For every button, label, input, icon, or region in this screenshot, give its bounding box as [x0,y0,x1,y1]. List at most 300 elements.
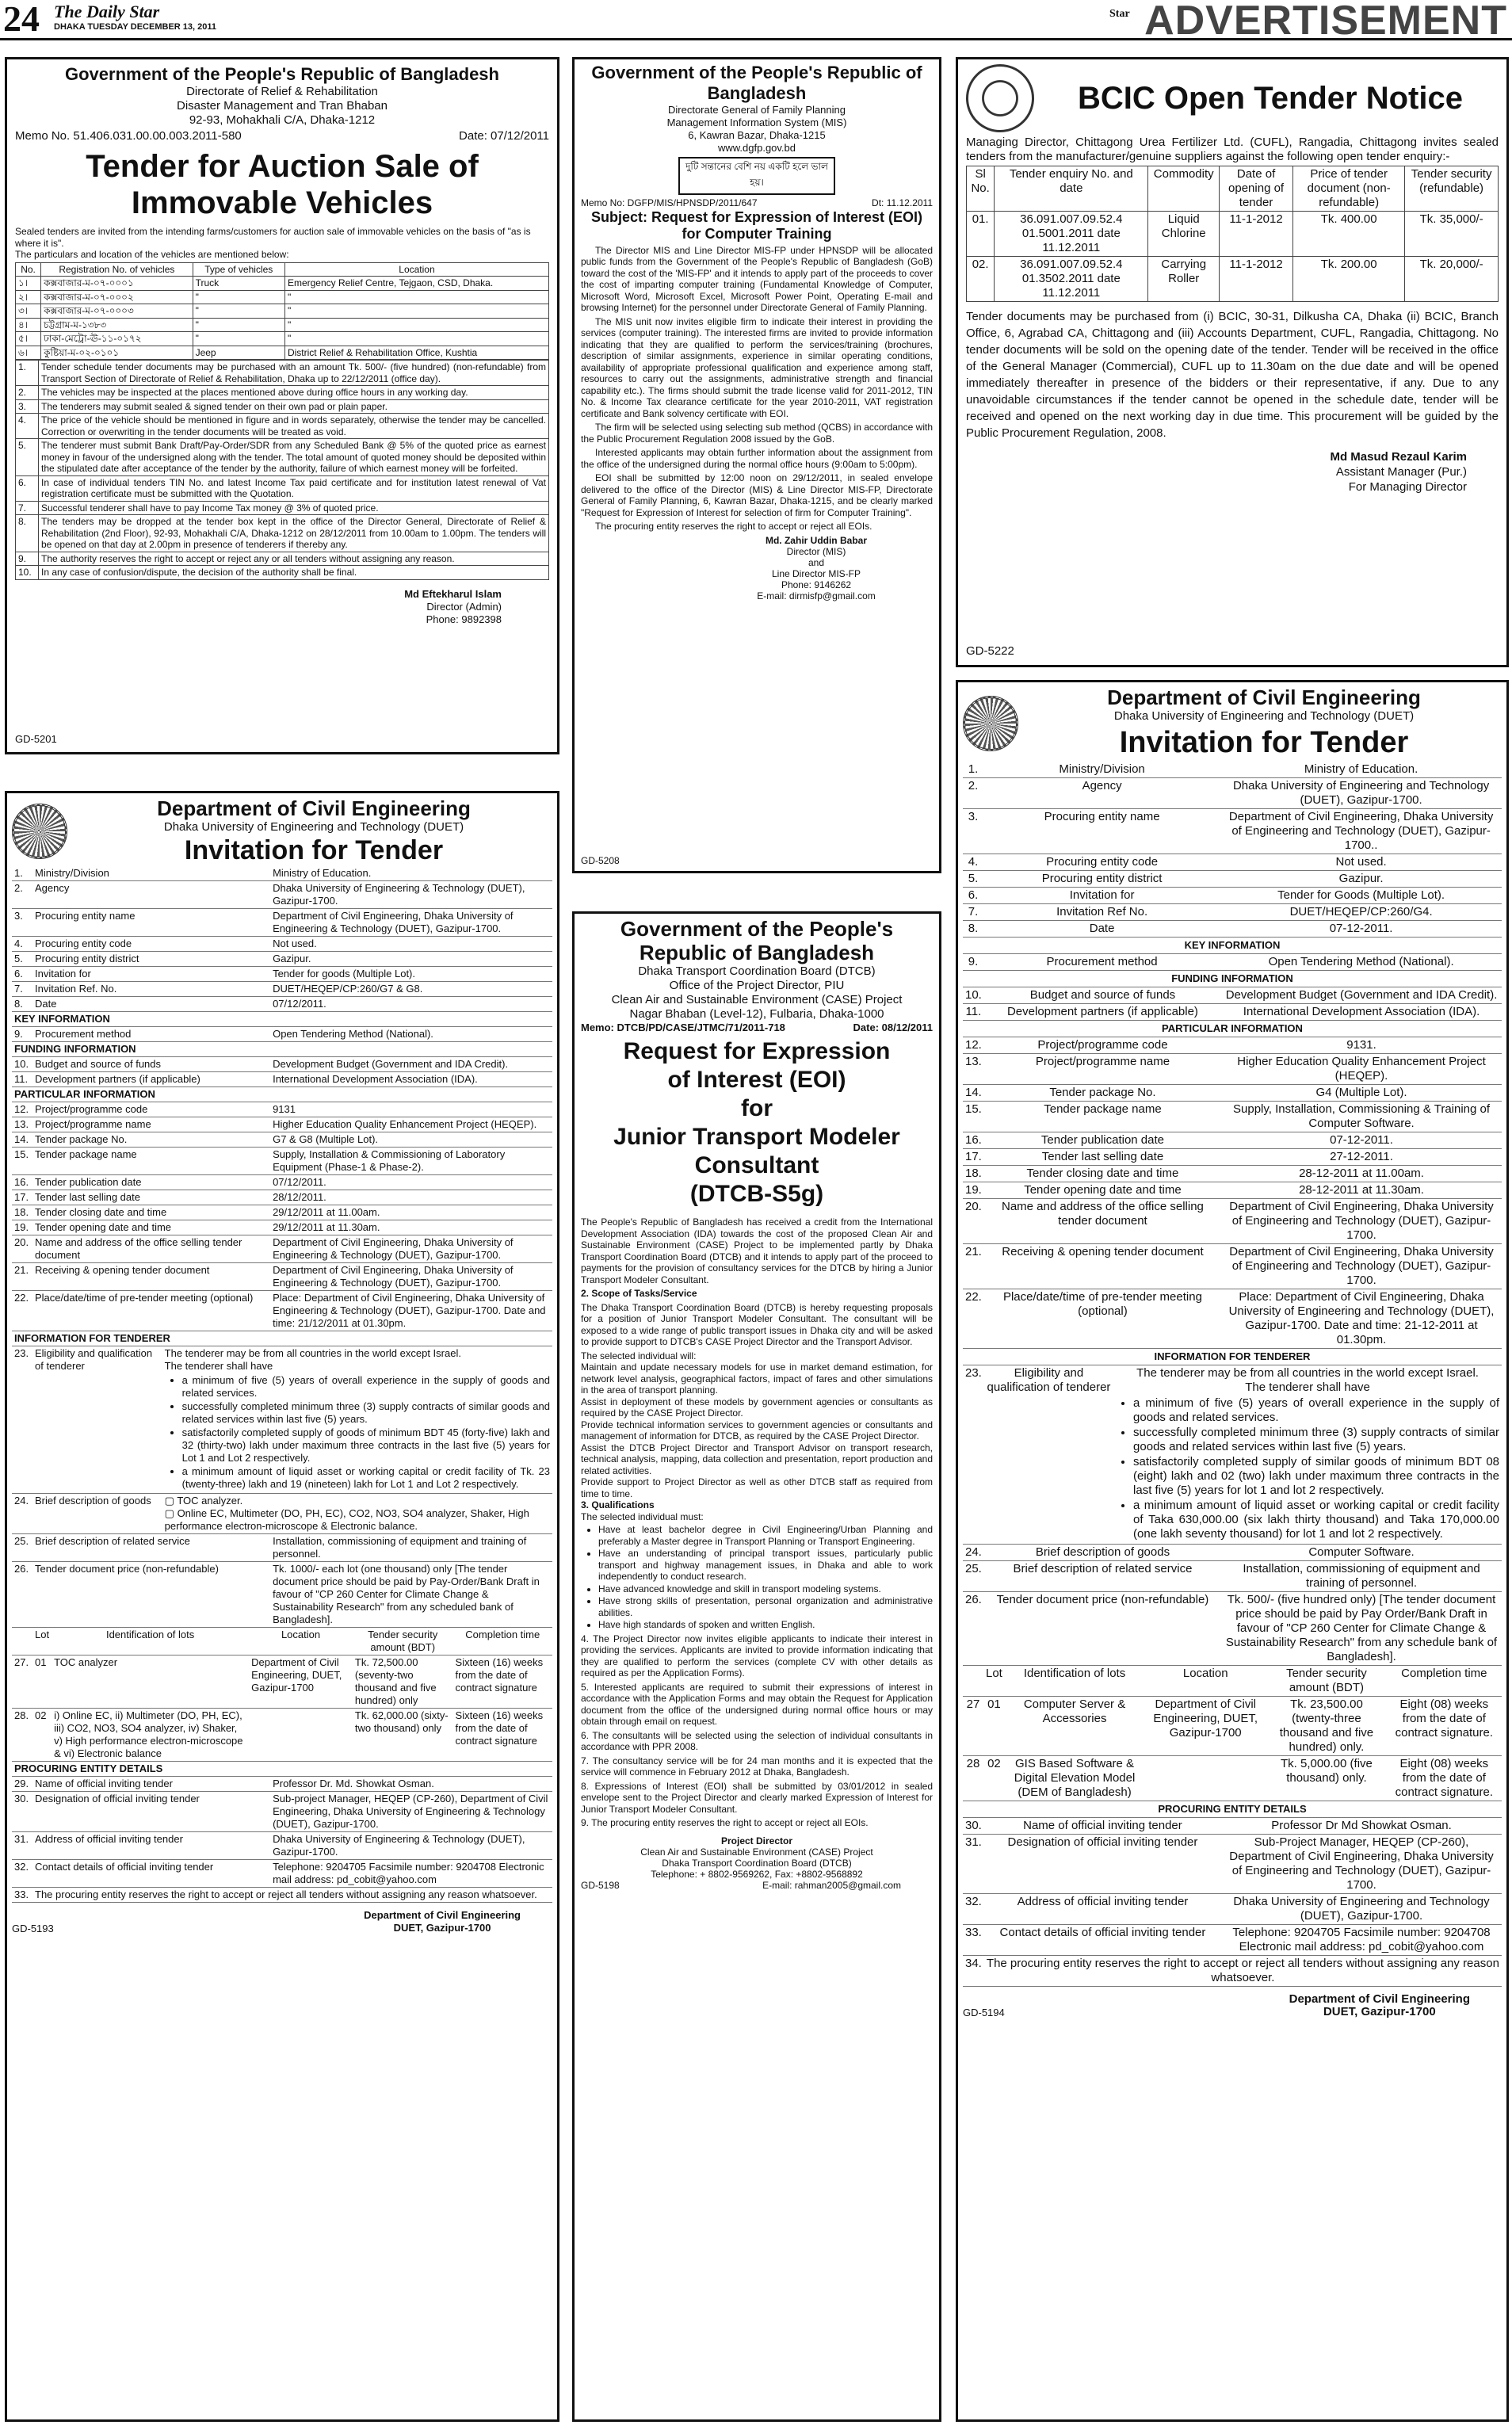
row-no: 20. [963,1199,984,1244]
row-no: 13. [12,1117,32,1132]
term-text: The vehicles may be inspected at the places mentioned above during office hours in any working day. [39,386,549,400]
row-no: 30. [963,1818,984,1835]
column-header: Sl No. [967,166,995,212]
row-value: Installation, commissioning of equipment and training of personnel. [270,1534,552,1562]
row-no: 26. [12,1562,32,1628]
row-label: Budget and source of funds [32,1057,270,1072]
row-label: Tender last selling date [984,1149,1221,1166]
list-item: • satisfactorily completed supply of goods of minimum BDT 45 (forty-five) lakh and 32 (thirty-two) lakh under maximum three contracts in the last five (5) years for Lot 1 and Lot 2 respectively. [182,1426,550,1465]
final-note [963,1956,1502,1987]
row-value: 29/12/2011 at 11.00am. [270,1205,552,1220]
page-number: 24 [3,0,40,39]
column-header: Identification of lots [1005,1666,1144,1697]
row-value: Telephone: 9204705 Facsimile number: 9204708 Electronic mail address: pd_cobit@yahoo.com [270,1860,552,1888]
row-label: Name and address of the office selling tender document [32,1235,270,1263]
row-value: Ministry of Education. [1220,762,1502,778]
info-row [12,866,552,881]
ad-relief-auction [5,57,559,754]
column-header: Registration No. of vehicles [41,262,193,277]
address-line: 92-93, Mohakhali C/A, Dhaka-1212 [189,113,376,127]
list-item: • Have strong skills of presentation, personal organization and administrative abilities. [598,1595,933,1618]
list-item: • Have at least bachelor degree in Civil Engineering/Urban Planning and preferably a Master degree in Transport Planning or Transport Engineering. [598,1524,933,1547]
row-value: DUET/HEQEP/CP:260/G4. [1220,904,1502,921]
task-item: Assist in deployment of these models by government agencies or consultants as required by the CASE Project Director. [581,1396,933,1419]
row-no: 3. [963,809,983,854]
row-no: 33. [12,1888,32,1903]
term-no: 7. [16,501,39,515]
info-row [963,1289,1502,1349]
term-row [16,386,549,400]
row-value: Higher Education Quality Enhancement Project (HEQEP). [1221,1054,1502,1085]
memo-date: Date: 08/12/2011 [853,1022,933,1033]
row-value: The procuring entity reserves the right to accept or reject all tenders without assigning any reason whatsoever. [984,1956,1502,1987]
paragraph: 7. The consultancy service will be for 24 man months and it is expected that the service will commence in February 2012 at Dhaka, Bangladesh. [581,1755,933,1778]
row-no: 31. [12,1832,32,1860]
table-row [16,332,549,346]
row-label: Name and address of the office selling tender document [984,1199,1221,1244]
eligibility-sub: The tenderer shall have [1245,1381,1370,1394]
row-value: G4 (Multiple Lot). [1221,1085,1502,1102]
paragraph: Interested applicants may obtain further information about the assignment from the office of the undersigned during the normal office hours (9:00am to 5:00pm). [581,447,933,470]
info-row [12,1072,552,1087]
row-no: 2. [963,778,983,809]
row-no: 33. [963,1925,984,1956]
column-header: Identification of lots [52,1628,249,1655]
ad-intro: Sealed tenders are invited from the intending farms/customers for auction sale of immovable vehicles on the basis of "as is where it is". [15,226,531,249]
paragraph: The Dhaka Transport Coordination Board (DTCB) is hereby requesting proposals for a position of Junior Transport Modeler Consultant. The consultant will be exposed to a wide range of public transport issues in Dhaka city and will be asked to provide support to DTCB's CASE Project Director and the Transport Advisor. [581,1301,933,1347]
info-row [963,1199,1502,1244]
slogan-box: দুটি সন্তানের বেশি নয় একটি হলে ভাল হয়। [678,157,835,195]
row-no: 29. [12,1777,32,1792]
info-row [963,1925,1502,1956]
table-cell: Tk. 400.00 [1293,212,1405,257]
ad-title [581,1037,933,1209]
paragraph: 4. The Project Director now invites eligible applicants to indicate their interest in providing the services. Applicants are invited to provide information indicating that they are qualified to perform the services (complete CV with other details as required as per the Application Forms). [581,1633,933,1678]
row-label: Tender package No. [32,1132,270,1148]
table-cell: ৪। [16,318,41,332]
table-cell: ঢাকা-মেট্রো-ঊ-১১-০১৭২ [41,332,193,346]
row-value: International Development Association (IDA). [270,1072,552,1087]
task-item: Provide technical information services to government agencies or consultants and management of information for DTCB, as required by the CASE Project Director. [581,1419,933,1442]
row-label: Tender opening date and time [32,1220,270,1235]
row-label: Procuring entity code [983,854,1220,871]
row-label: Tender publication date [984,1132,1221,1149]
ad-dgfp-eoi [572,57,941,873]
signature-line: Project Director [720,1835,793,1846]
info-row [12,1220,552,1235]
signatory-name: Md Eftekharul Islam [404,587,502,600]
term-row [16,475,549,501]
ad-address [581,104,933,155]
signature-line: Md Masud Rezaul Karim [1330,450,1467,464]
row-no: 5. [12,952,32,967]
info-row [12,1263,552,1291]
table-cell: " [284,332,548,346]
list-item: • successfully completed minimum three (3) supply contracts of similar goods and related services within last five (5) years. [1133,1426,1499,1454]
term-text: The tenders may be dropped at the tender box kept in the office of the Director General, Directorate of Relief & Rehabilitation (2nd Floor), 92-93, Mohakhali C/A, Dhaka-1212 on 28/12/2011 from 10.00am to 1.00pm. The tenders will be opened on that day at 2.00pm in presence of tenderers if thereby any. [39,515,549,552]
row-no: 6. [12,967,32,982]
info-table [963,1818,1502,1956]
row-no: 31. [963,1835,984,1894]
row-no: 8. [963,921,983,938]
row-no: 12. [963,1037,984,1054]
row-no: 15. [963,1102,984,1132]
row-value: Place: Department of Civil Engineering, Dhaka University of Engineering & Technology (DUET), Gazipur-1700. Date and time: 21/12/2011 at 01.30pm. [270,1291,552,1331]
row-no: 12. [12,1102,32,1117]
ad-body [581,245,933,533]
row-no: 26. [963,1592,984,1666]
info-row [12,1175,552,1190]
table-cell: Truck [193,277,284,291]
info-row [12,997,552,1012]
table-cell: ৫। [16,332,41,346]
term-no: 4. [16,414,39,439]
address-line: Office of the Project Director, PIU [669,979,845,992]
row-label: Address of official inviting tender [984,1894,1221,1925]
lot-cell: 02 [983,1756,1005,1801]
row-value: 07/12/2011. [270,997,552,1012]
row-value: 28/12/2011. [270,1190,552,1205]
signatory-dept: Department of Civil Engineering [1289,1992,1470,2006]
row-value: Gazipur. [1220,871,1502,888]
list-item: • Have advanced knowledge and skill in transport modeling systems. [598,1583,933,1595]
table-cell: " [193,290,284,304]
task-item: Provide support to Project Director as well as other DTCB staff as required from time to time. [581,1476,933,1499]
row-no: 22. [963,1289,984,1349]
ad-code: GD-5201 [15,733,57,745]
row-label: Brief description of related service [984,1561,1221,1592]
row-no: 32. [963,1894,984,1925]
info-row [963,762,1502,778]
row-no: 19. [963,1182,984,1199]
task-item: Maintain and update necessary models for use in market demand estimation, for network level analysis, geographical factors, impact of fares and other simulations in the area of transport planning. [581,1361,933,1396]
row-label: Receiving & opening tender document [984,1244,1221,1289]
title-line: for [741,1095,773,1121]
final-note [12,1888,552,1903]
row-value: 28-12-2011 at 11.00am. [1221,1166,1502,1182]
row-no: 19. [12,1220,32,1235]
row-label: Tender closing date and time [984,1166,1221,1182]
lot-cell: 27 [963,1697,983,1756]
row-label: Date [983,921,1220,938]
row-no: 25. [963,1561,984,1592]
row-value: Not used. [270,937,552,952]
signature-line: Md. Zahir Uddin Babar [765,534,867,546]
row-value: Development Budget (Government and IDA Credit). [270,1057,552,1072]
term-row [16,501,549,515]
row-value: Open Tendering Method (National). [1220,954,1502,971]
info-row [963,1365,1502,1545]
info-table [12,1057,552,1087]
row-label: Budget and source of funds [984,987,1221,1004]
row-no: 21. [12,1263,32,1291]
column-header [12,1628,32,1655]
ad-code: GD-5208 [581,854,620,866]
lot-row [12,1655,552,1709]
row-no: 24. [12,1494,32,1534]
info-table [963,987,1502,1021]
lot-cell: Department of Civil Engineering, DUET, Gazipur-1700 [1144,1697,1266,1756]
info-row [963,778,1502,809]
term-row [16,361,549,386]
row-value [162,1494,552,1534]
row-label: Receiving & opening tender document [32,1263,270,1291]
ad-code: GD-5194 [963,2007,1005,2018]
info-row [963,1149,1502,1166]
paragraph: The Director MIS and Line Director MIS-FP under HPNSDP will be allocated public funds from the Government of the People's Republic of Bangladesh (GoB) toward the cost of the 'MIS-FP' and it intends to apply part of the proceeds to cover the cost of imparting computer training (Fundamental Knowledge of Computer, Microsoft Word, Microsoft Excel, Microsoft Power Point, Operating E-mail and browsing Internet) for the personnel under Directorate General of Family Planning. [581,244,933,313]
row-no: 4. [963,854,983,871]
signature-line: Telephone: + 8802-9569262, Fax: +8802-9568892 [651,1868,863,1880]
memo-no: Memo: DTCB/PD/CASE/JTMC/71/2011-718 [581,1022,785,1033]
term-no: 3. [16,399,39,414]
term-text: In any case of confusion/dispute, the decision of the authority shall be final. [39,566,549,580]
section-heading: PROCURING ENTITY DETAILS [963,1801,1502,1818]
term-row [16,566,549,580]
column-header: Tender security amount (BDT) [353,1628,453,1655]
row-no: 9. [12,1027,32,1042]
signature [1289,1993,1470,2018]
info-row [12,1346,552,1494]
contact-email: E-mail: rahman2005@gmail.com [762,1879,901,1891]
row-label: Contact details of official inviting tender [984,1925,1221,1956]
info-table [12,866,552,1012]
row-value: Dhaka University of Engineering and Technology (DUET), Gazipur-1700. [1221,1894,1502,1925]
lot-cell [1144,1756,1266,1801]
row-value: Professor Dr Md Showkat Osman. [1221,1818,1502,1835]
row-no: 17. [12,1190,32,1205]
info-row [12,1291,552,1331]
table-cell: Emergency Relief Centre, Tejgaon, CSD, Dhaka. [284,277,548,291]
info-row [963,1037,1502,1054]
title-line: Consultant [694,1152,819,1178]
row-value: Open Tendering Method (National). [270,1027,552,1042]
table-cell: 11-1-2012 [1220,212,1293,257]
row-no: 6. [963,888,983,904]
lot-cell: Sixteen (16) weeks from the date of contract signature [453,1655,552,1709]
column-header: Completion time [1387,1666,1502,1697]
row-value [1113,1365,1502,1545]
masthead: The Daily Star [54,2,160,21]
ad-bcic-tender [956,57,1509,667]
section-heading: 3. Qualifications [581,1499,655,1510]
signature [581,1835,933,1880]
row-value: Supply, Installation & Commissioning of Laboratory Equipment (Phase-1 & Phase-2). [270,1148,552,1175]
signature-line: Phone: 9146262 [781,579,852,590]
ad-code: GD-5198 [581,1879,620,1891]
info-row [963,954,1502,971]
ad-duet-tender-g4 [956,680,1509,2422]
univ-name: Dhaka University of Engineering and Technology (DUET) [1113,709,1415,723]
row-label: Tender last selling date [32,1190,270,1205]
signatory-addr: DUET, Gazipur-1700 [1323,2005,1436,2018]
lot-cell: 28 [963,1756,983,1801]
table-cell: কুষ্টিয়া-ম-০২-০১০১ [41,346,193,360]
lot-row [963,1756,1502,1801]
row-no: 22. [12,1291,32,1331]
row-no: 16. [963,1132,984,1149]
ad-address [15,85,549,128]
info-row [12,1792,552,1832]
term-text: The tenderers may submit sealed & signed tender on their own pad or plain paper. [39,399,549,414]
row-value: 29/12/2011 at 11.30am. [270,1220,552,1235]
row-value: Tk. 500/- (five hundred only) [The tender document price should be paid by Pay Order/Bank Draft in favour of "CP 260 Center for Climate Change & Sustainability Research" from any schedule bank of Bangladesh]. [1221,1592,1502,1666]
section-heading: FUNDING INFORMATION [12,1042,552,1057]
paragraph: 9. The procuring entity reserves the right to accept or reject all EOIs. [581,1817,869,1828]
row-no: 8. [12,997,32,1012]
row-label: Procuring entity code [32,937,270,952]
ad-duet-tender-g7g8 [5,791,559,2422]
signature-line: For Managing Director [1348,480,1467,494]
table-cell: " [193,318,284,332]
list-item: • Have high standards of spoken and written English. [598,1619,933,1631]
row-label: Project/programme name [984,1054,1221,1085]
lot-cell: 02 [32,1709,52,1762]
signature-line: Line Director MIS-FP [771,567,861,579]
term-text: Successful tenderer shall have to pay Income Tax money @ 3% of quoted price. [39,501,549,515]
title-line: Request for Expression [623,1038,891,1064]
info-row [963,809,1502,854]
row-no: 30. [12,1792,32,1832]
terms-table [15,360,549,580]
page-header [0,0,1512,44]
signature-line: Dhaka Transport Coordination Board (DTCB) [662,1857,852,1869]
memo-date: Dt: 11.12.2011 [872,197,933,208]
row-value: 9131. [1221,1037,1502,1054]
table-cell: কক্সবাজার-ম-০৭-০০০১ [41,277,193,291]
info-table [12,1534,552,1628]
row-label: Name of official inviting tender [984,1818,1221,1835]
ad-address [581,964,933,1022]
lot-cell: Tk. 23,500.00 (twenty-three thousand and five hundred) only. [1266,1697,1386,1756]
table-row [16,346,549,360]
lots-header [12,1628,552,1655]
row-no: 18. [963,1166,984,1182]
term-text: In case of individual tenders TIN No. and latest Income Tax paid certificate and for institution latest renewal of Vat registration certificate must be submitted with the Quotation. [39,475,549,501]
paragraph: 5. Interested applicants are required to submit their expressions of interest in accordance with the Application Forms and may obtain the Request for Application document from the office of the undersigned during normal office hours or may obtain through email on request. [581,1681,933,1727]
row-value: Sub-Project Manager, HEQEP (CP-260), Department of Civil Engineering, Dhaka University of Engineering and Technology (DUET), Gazipur-1700. [1221,1835,1502,1894]
info-row [12,1832,552,1860]
row-label: Procuring entity name [983,809,1220,854]
term-no: 2. [16,386,39,400]
section-heading: INFORMATION FOR TENDERER [12,1331,552,1346]
table-cell: 02. [967,257,995,302]
row-value: Gazipur. [270,952,552,967]
address-line: Clean Air and Sustainable Environment (CASE) Project [611,993,903,1006]
row-value: DUET/HEQEP/CP:260/G7 & G8. [270,982,552,997]
bcic-logo-icon [966,64,1034,132]
info-row [12,1132,552,1148]
info-row [12,937,552,952]
table-cell: " [284,290,548,304]
row-label: Tender document price (non-refundable) [32,1562,270,1628]
signature-line: Clean Air and Sustainable Environment (CASE) Project [640,1846,873,1858]
row-value: 27-12-2011. [1221,1149,1502,1166]
row-value: 9131 [270,1102,552,1117]
row-label: Tender package name [32,1148,270,1175]
row-label: Designation of official inviting tender [32,1792,270,1832]
ad-org: Government of the People's Republic of Bangladesh [65,64,499,84]
goods-item: ▢ Online EC, Multimeter (DO, PH, EC), CO2, NO3, SO4 analyzer, Shaker, High performance electron-microscope & Electronic balance. [164,1507,529,1532]
address-line: Disaster Management and Tran Bhaban [177,99,388,113]
row-value: Supply, Installation, Commissioning & Training of Computer Software. [1221,1102,1502,1132]
row-label: Procurement method [32,1027,270,1042]
info-table [963,1545,1502,1666]
row-value: Telephone: 9204705 Facsimile number: 9204708 Electronic mail address: pd_cobit@yahoo.com [1221,1925,1502,1956]
address-line: Nagar Bhaban (Level-12), Fulbaria, Dhaka-1000 [629,1007,884,1021]
table-cell: Liquid Chlorine [1148,212,1220,257]
row-label: Tender package No. [984,1085,1221,1102]
row-value: Department of Civil Engineering, Dhaka University of Engineering & Technology (DUET), Gazipur-1700. [270,909,552,937]
row-label: Tender package name [984,1102,1221,1132]
term-text: The tenderer must submit Bank Draft/Pay-Order/SDR from any Scheduled Bank @ 5% of the quoted price as earnest money in favour of the undersigned along with the tender. The total amount of quoted money should be deposited within the stipulated date after acceptance of the tender by the authority, failure of which earnest money will be forfeited. [39,439,549,476]
column-header: Date of opening of tender [1220,166,1293,212]
info-table [12,1027,552,1042]
column-header: Lot [983,1666,1005,1697]
lots-header [963,1666,1502,1697]
tender-body [12,866,552,1903]
term-no: 10. [16,566,39,580]
memo-date: Date: 07/12/2011 [459,129,549,143]
row-value: Sub-project Manager, HEQEP (CP-260), Department of Civil Engineering, Dhaka University of Engineering & Technology (DUET), Gazipur-1700. [270,1792,552,1832]
table-cell: কক্সবাজার-ম-০৭-০০০২ [41,290,193,304]
term-row [16,414,549,439]
info-row [963,1182,1502,1199]
row-no: 1. [12,866,32,881]
star-logo: Star [1109,8,1130,20]
row-value: Tender for goods (Multiple Lot). [270,967,552,982]
table-cell: ২। [16,290,41,304]
row-label: Eligibility and qualification of tenderer [32,1346,162,1494]
row-label: Invitation Ref No. [983,904,1220,921]
row-label: Tender publication date [32,1175,270,1190]
list-item: • Have an understanding of principal transport issues, particularly public transport and highway management issues, in Dhaka and able to work independently to conduct research. [598,1548,933,1583]
row-value: 07-12-2011. [1221,1132,1502,1149]
lots-table [12,1628,552,1762]
row-value: Ministry of Education. [270,866,552,881]
table-cell: 11-1-2012 [1220,257,1293,302]
paragraph: The MIS unit now invites eligible firm to indicate their interest in providing the services (computer training). The interested firms are invited to provide information indicating that they are qualified to perform the services/training (brochures, description of similar assignments, experience in similar operating conditions, availability of appropriate professional qualification and experience among staff, resources to carry out the assignments, administrative strength and financial capability etc.). The firms should submit the trade license valid for 2011-2012, TIN No. & Income Tax clearance certificate for the year 2010-2011, VAT registration certificate and Bank solvency certificate with EOI. [581,315,933,419]
row-value: 28-12-2011 at 11.30am. [1221,1182,1502,1199]
ad-body: Tender documents may be purchased from (i) BCIC, 30-31, Dilkusha CA, Dhaka (ii) BCIC, Branch Office, 6, Agrabad CA, Chittagong and (iii) Accounts Department, CUFL, Rangadia, Chittagong. No tender documents will be sold on the opening date of the tender. Tender will be received in the office of the General Manager (Commercial), CUFL up to 11.30am on the due date and will be opened immediately thereafter in presence of the bidders or their representative, if any. Due to any unavoidable circumstances if the tender cannot be opened in the schedule date, tender will be received and opened on the next working day in due time. This procurement will be guided by the Public Procurement Regulation, 2008. [966,310,1499,440]
lot-cell: Tk. 5,000.00 (five thousand) only. [1266,1756,1386,1801]
table-cell: ৩। [16,304,41,319]
row-no: 13. [963,1054,984,1085]
row-label: Ministry/Division [983,762,1220,778]
row-no: 10. [963,987,984,1004]
info-row [12,1190,552,1205]
eligibility-sub: The tenderer shall have [164,1360,273,1372]
row-no: 7. [12,982,32,997]
row-label: Agency [32,881,270,909]
column-header: Location [1144,1666,1266,1697]
info-row [12,1102,552,1117]
row-value: Department of Civil Engineering, Dhaka University of Engineering & Technology (DUET), Gazipur-1700. [270,1263,552,1291]
row-no: 7. [963,904,983,921]
list-item: • a minimum amount of liquid asset or working capital or credit facility of Taka 630,000.00 (six lakh thirty thousand) and Taka 170,000.00 (one lakh seventy thousand) for lot 1 and lot 2 respectively. [1133,1499,1499,1541]
column-header: No. [16,262,41,277]
list-item: • a minimum of five (5) years of overall experience in the supply of goods and related services. [1133,1396,1499,1425]
row-label: Place/date/time of pre-tender meeting (optional) [984,1289,1221,1349]
title-line: (DTCB-S5g) [689,1181,824,1207]
ad-title: Invitation for Tender [184,835,444,865]
row-label: Tender opening date and time [984,1182,1221,1199]
column-header: Type of vehicles [193,262,284,277]
row-label: Contact details of official inviting tender [32,1860,270,1888]
issue-date: DHAKA TUESDAY DECEMBER 13, 2011 [54,22,216,32]
address-line: Directorate General of Family Planning [668,104,846,116]
section-title: ADVERTISEMENT [1144,0,1507,44]
ad-intro: Managing Director, Chittagong Urea Fertilizer Ltd. (CUFL), Rangadia, Chittagong invites sealed tenders from the manufacturer/genuine suppliers against the following open tender enquiry:- [966,136,1499,163]
